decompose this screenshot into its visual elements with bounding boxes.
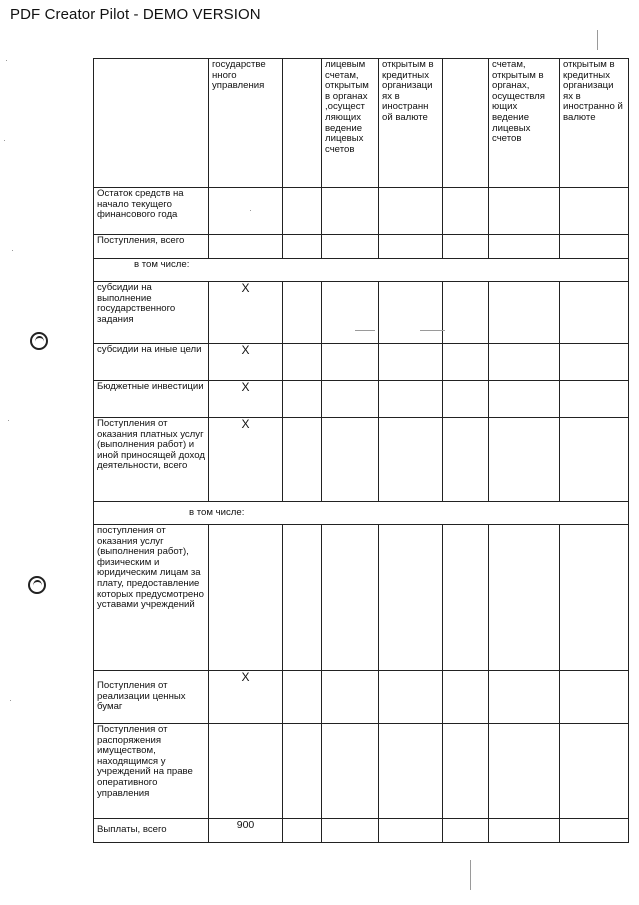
table-row xyxy=(94,381,629,418)
row-label: Остаток средств на начало текущего финансового года xyxy=(94,188,209,235)
row-label: Поступления от реализации ценных бумаг xyxy=(94,671,209,724)
header-row xyxy=(94,59,629,188)
demo-watermark: PDF Creator Pilot - DEMO VERSION xyxy=(10,6,261,23)
row-label: Поступления от оказания платных услуг (выполнения работ) и иной приносящей доход деятельности, всего xyxy=(94,418,209,502)
row-label: Бюджетные инвестиции xyxy=(94,381,209,418)
table-row xyxy=(94,282,629,344)
table-row xyxy=(94,671,629,724)
table-row xyxy=(94,502,629,525)
header-cell xyxy=(443,59,489,188)
row-label: субсидии на иные цели xyxy=(94,344,209,381)
table-row xyxy=(94,235,629,259)
row-value: X xyxy=(209,418,283,502)
row-label: субсидии на выполнение государственного задания xyxy=(94,282,209,344)
row-value: X xyxy=(209,344,283,381)
table-row xyxy=(94,259,629,282)
row-value: X xyxy=(209,381,283,418)
row-label: в том числе: xyxy=(94,502,629,525)
row-value xyxy=(209,235,283,259)
header-cell xyxy=(283,59,322,188)
table-row xyxy=(94,188,629,235)
row-value: X xyxy=(209,282,283,344)
header-cell: открытым в кредитных организаци ях в иностранн ой валюте xyxy=(379,59,443,188)
row-value xyxy=(209,724,283,819)
table-row xyxy=(94,418,629,502)
row-label: Выплаты, всего xyxy=(94,819,209,843)
table-row xyxy=(94,724,629,819)
row-value: X xyxy=(209,671,283,724)
table-row xyxy=(94,525,629,671)
header-cell: лицевым счетам, открытым в органах ,осущест ляющих ведение лицевых счетов xyxy=(322,59,379,188)
punch-hole-icon xyxy=(28,576,46,594)
row-value xyxy=(209,525,283,671)
row-label: в том числе: xyxy=(94,259,629,282)
table-row xyxy=(94,344,629,381)
header-cell xyxy=(94,59,209,188)
row-label: Поступления, всего xyxy=(94,235,209,259)
header-cell: счетам, открытым в органах, осуществля ющих ведение лицевых счетов xyxy=(489,59,560,188)
punch-hole-icon xyxy=(30,332,48,350)
row-label: Поступления от распоряжения имуществом, находящимся у учреждений на праве оперативного управления xyxy=(94,724,209,819)
row-label: поступления от оказания услуг (выполнения работ), физическим и юридическим лицам за плату, предоставление которых предусмотрено уставами учреждений xyxy=(94,525,209,671)
row-value xyxy=(209,188,283,235)
header-cell: открытым в кредитных организаци ях в иностранно й валюте xyxy=(560,59,629,188)
finance-table xyxy=(93,58,629,843)
table-row xyxy=(94,819,629,843)
header-cell: государстве нного управления xyxy=(209,59,283,188)
row-value: 900 xyxy=(209,819,283,843)
